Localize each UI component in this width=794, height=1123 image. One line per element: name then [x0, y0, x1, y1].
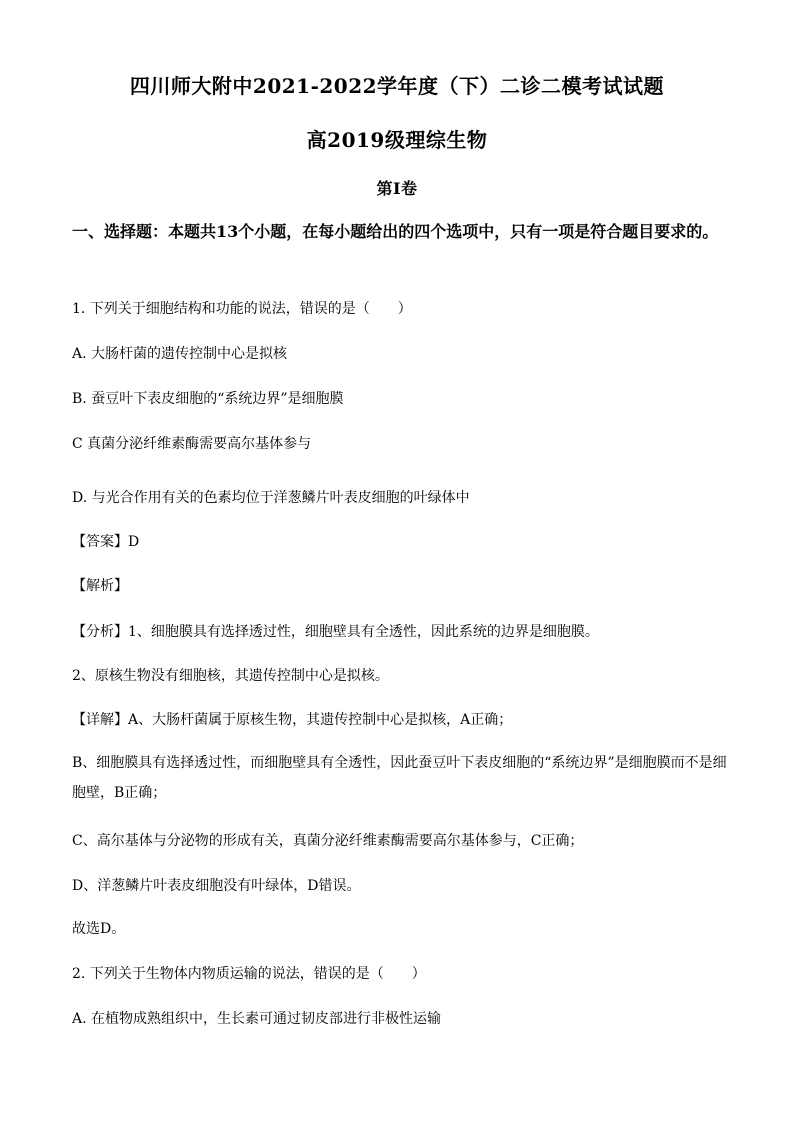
xiangjie-text-a: A、大肠杆菌属于原核生物，其遗传控制中心是拟核，A正确； [128, 712, 513, 728]
section-heading-choice: 一、选择题：本题共13个小题，在每小题给出的四个选项中，只有一项是符合题目要求的。 [72, 222, 719, 241]
question-2-stem: 2. 下列关于生物体内物质运输的说法，错误的是（ ） [72, 966, 426, 982]
conclusion-text: 故选D。 [72, 921, 126, 937]
fenxi-tag: 【分析】 [72, 624, 128, 640]
xiangjie-row-a [72, 709, 732, 729]
question-1-option-b: B. 蚕豆叶下表皮细胞的“系统边界”是细胞膜 [72, 391, 344, 407]
xiangjie-text-b: B、细胞膜具有选择透过性，而细胞壁具有全透性，因此蚕豆叶下表皮细胞的“系统边界”是细胞膜而不是细胞壁，B正确； [72, 755, 727, 801]
question-1-option-c: C 真菌分泌纤维素酶需要高尔基体参与 [72, 436, 312, 452]
answer-value: D [128, 534, 140, 550]
xiangjie-text-d: D、洋葱鳞片叶表皮细胞没有叶绿体，D错误。 [72, 878, 361, 894]
answer-row [72, 531, 732, 551]
question-1-option-a: A. 大肠杆菌的遗传控制中心是拟核 [72, 346, 288, 362]
fenxi-row-1 [72, 621, 732, 641]
answer-tag: 【答案】 [72, 534, 128, 550]
question-1-option-d: D. 与光合作用有关的色素均位于洋葱鳞片叶表皮细胞的叶绿体中 [72, 490, 470, 506]
xiangjie-tag: 【详解】 [72, 712, 128, 728]
xiangjie-text-c: C、高尔基体与分泌物的形成有关，真菌分泌纤维素酶需要高尔基体参与，C正确； [72, 833, 584, 849]
analysis-tag: 【解析】 [72, 578, 128, 594]
question-1-stem: 1. 下列关于细胞结构和功能的说法，错误的是（ ） [72, 301, 412, 317]
question-2-option-a: A. 在植物成熟组织中，生长素可通过韧皮部进行非极性运输 [72, 1011, 442, 1027]
volume-label: 第I卷 [376, 179, 418, 198]
document-subtitle: 高2019级理综生物 [306, 128, 488, 152]
fenxi-text-2: 2、原核生物没有细胞核，其遗传控制中心是拟核。 [72, 668, 389, 684]
fenxi-text-1: 1、细胞膜具有选择透过性，细胞壁具有全透性，因此系统的边界是细胞膜。 [128, 624, 599, 640]
document-title: 四川师大附中2021-2022学年度（下）二诊二模考试试题 [129, 74, 665, 98]
